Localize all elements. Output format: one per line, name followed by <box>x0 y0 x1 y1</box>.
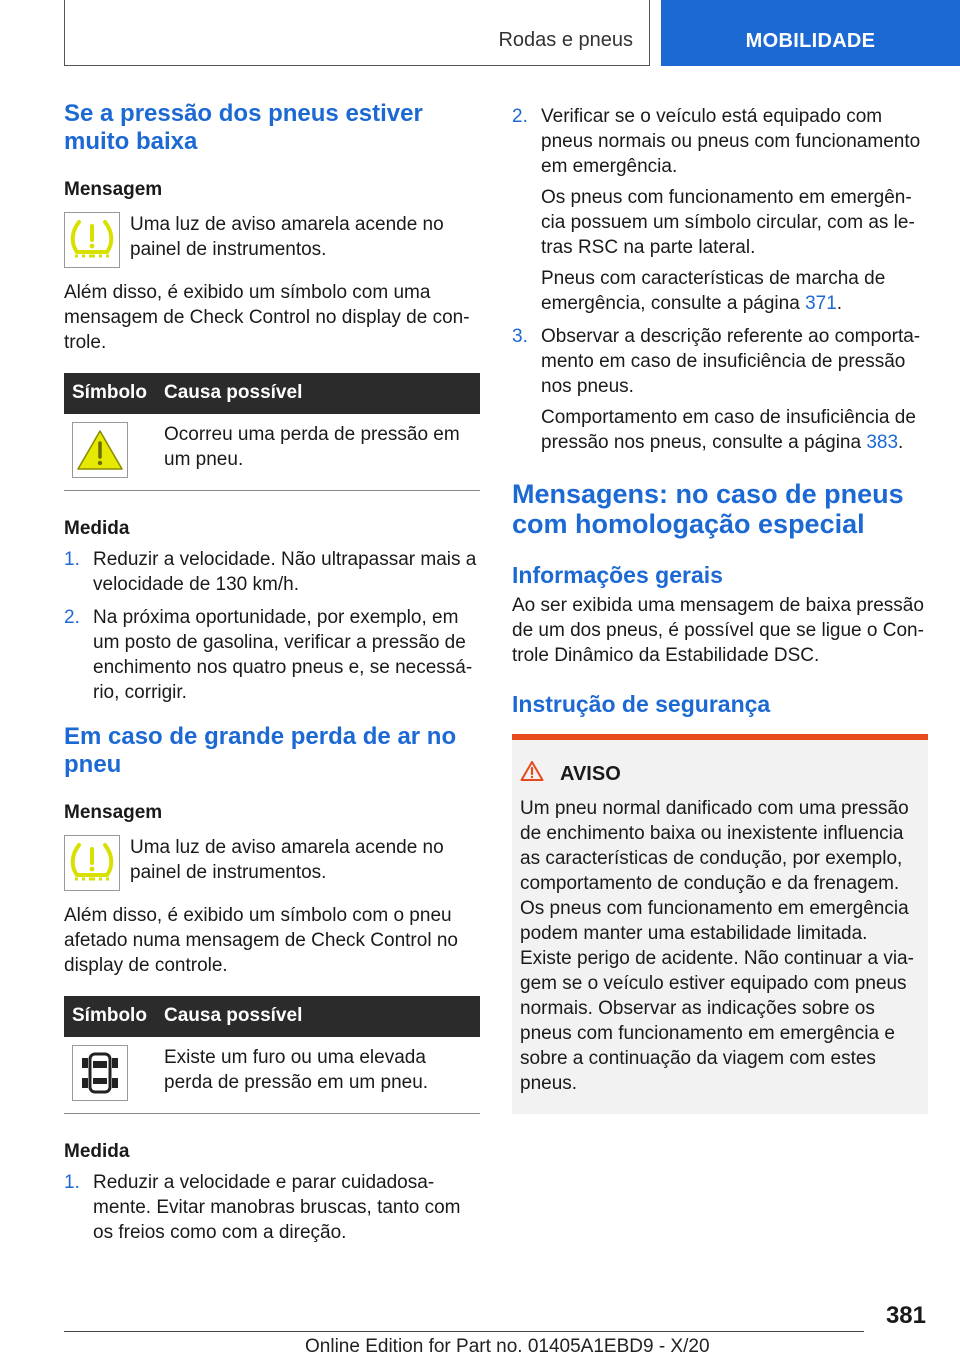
page-header <box>0 0 960 66</box>
table-header-row <box>64 996 480 1037</box>
list-item-text: Verificar se o veículo está equipado com pneus normais ou pneus com funcionamento em emergência. <box>541 106 921 177</box>
symbol-table-1 <box>64 373 480 491</box>
table-header-row <box>64 373 480 414</box>
section-title-special-tires: Mensagens: no caso de pneus com homologação especial <box>512 479 904 539</box>
table-row <box>64 414 480 491</box>
page-number: 381 <box>885 1302 926 1329</box>
footer-edition: Online Edition for Part no. 01405A1EBD9 - X/20 <box>305 1336 710 1357</box>
section-title-low-pressure: Se a pressão dos pneus estiver muito baixa <box>64 100 423 155</box>
message-label-2: Mensagem <box>64 802 163 823</box>
list-item: 3. Observar a descrição referente ao comportamento em caso de insuficiência de pressão nos pneus. Comportamento em caso de insuficiência de pressão nos pneus, consulte a página 383. <box>512 324 928 455</box>
tpms-warning-icon <box>64 835 120 891</box>
section-title-large-loss: Em caso de grande perda de ar no pneu <box>64 723 457 778</box>
measure-list-1 <box>64 547 480 705</box>
measure-label-1: Medida <box>64 518 130 539</box>
table-cause-cell: Ocorreu uma perda de pressão em um pneu. <box>156 414 480 491</box>
list-item-reference: Comportamento em caso de insuficiência de pressão nos pneus, consulte a página 383. <box>541 407 916 453</box>
warning-label: AVISO <box>560 762 621 785</box>
list-item: 1. Reduzir a velocidade. Não ultrapassar mais a velocidade de 130 km/h. <box>64 549 477 595</box>
header-section-title: Rodas e pneus <box>498 29 633 51</box>
yellow-triangle-icon <box>72 422 128 478</box>
table-header-cause: Causa possível <box>156 373 480 414</box>
car-tire-icon <box>72 1045 128 1101</box>
message-paragraph-2: Além disso, é exibido um símbolo com o pneu afetado numa mensagem de Check Control no display de controle. <box>64 905 458 976</box>
list-item: 2. Na próxima oportunidade, por exemplo, em um posto de gasolina, verificar a pressão de enchimento nos quatro pneus e, se necessário, corrigir. <box>64 607 473 703</box>
list-item: 1. Reduzir a velocidade e parar cuidadosamente. Evitar manobras bruscas, tanto com os freios como com a direção. <box>64 1172 461 1243</box>
message-text-2: Uma luz de aviso amarela acende no painel de instrumentos. <box>130 837 444 883</box>
symbol-table-2 <box>64 996 480 1114</box>
page-link-371[interactable]: 371 <box>805 293 837 314</box>
message-row-2 <box>64 835 480 891</box>
warning-text: Um pneu normal danificado com uma pressão de enchimento baixa ou inexistente influencia as características de condução, por exemplo, comportamento de condução e da frenagem. Os pneus com funcionamento em emergência podem manter uma estabilidade limitada. Existe perigo de acidente. Não continuar a viagem se o veículo estiver equipado com pneus normais. Observar as indicações sobre os pneus com funcionamento em emergência e sobre a continuação da viagem com estes pneus. <box>520 798 914 1094</box>
measure-label-2: Medida <box>64 1141 130 1162</box>
message-text-1: Uma luz de aviso amarela acende no painel de instrumentos. <box>130 214 444 260</box>
right-column <box>512 104 928 1114</box>
header-section-box <box>64 0 650 66</box>
footer-divider <box>64 1331 864 1332</box>
list-item-note: Os pneus com funcionamento em emergência possuem um símbolo circular, com as letras RSC na parte lateral. <box>541 187 915 258</box>
list-item-text: Observar a descrição referente ao comportamento em caso de insuficiência de pressão nos pneus. <box>541 326 921 397</box>
message-row-1 <box>64 212 480 268</box>
table-header-symbol: Símbolo <box>64 373 156 414</box>
table-row <box>64 1037 480 1114</box>
subsection-title-safety: Instrução de segurança <box>512 691 771 717</box>
general-info-text: Ao ser exibida uma mensagem de baixa pressão de um dos pneus, é possível que se ligue o Controle Dinâmico da Estabilidade DSC. <box>512 595 924 666</box>
table-header-symbol: Símbolo <box>64 996 156 1037</box>
page-link-383[interactable]: 383 <box>866 432 899 453</box>
warning-header <box>520 760 920 788</box>
left-column <box>64 100 480 1253</box>
measure-list-2 <box>64 1170 480 1245</box>
subsection-title-general-info: Informações gerais <box>512 562 723 588</box>
warning-box <box>512 734 928 1114</box>
table-cause-cell: Existe um furo ou uma elevada perda de pressão em um pneu. <box>156 1037 480 1114</box>
message-label-1: Mensagem <box>64 179 163 200</box>
list-item-reference: Pneus com características de marcha de emergência, consulte a página 371. <box>541 268 886 314</box>
tpms-warning-icon <box>64 212 120 268</box>
table-header-cause: Causa possível <box>156 996 480 1037</box>
message-paragraph-1: Além disso, é exibido um símbolo com uma mensagem de Check Control no display de controle. <box>64 282 470 353</box>
list-item: 2. Verificar se o veículo está equipado com pneus normais ou pneus com funcionamento em emergência. Os pneus com funcionamento em emergência possuem um símbolo circular, com as letras RSC na parte lateral. Pneus com características de marcha de emergência, consulte a página 371. <box>512 104 928 316</box>
warning-triangle-icon <box>520 760 544 788</box>
header-chapter-tab[interactable]: MOBILIDADE <box>661 0 960 66</box>
